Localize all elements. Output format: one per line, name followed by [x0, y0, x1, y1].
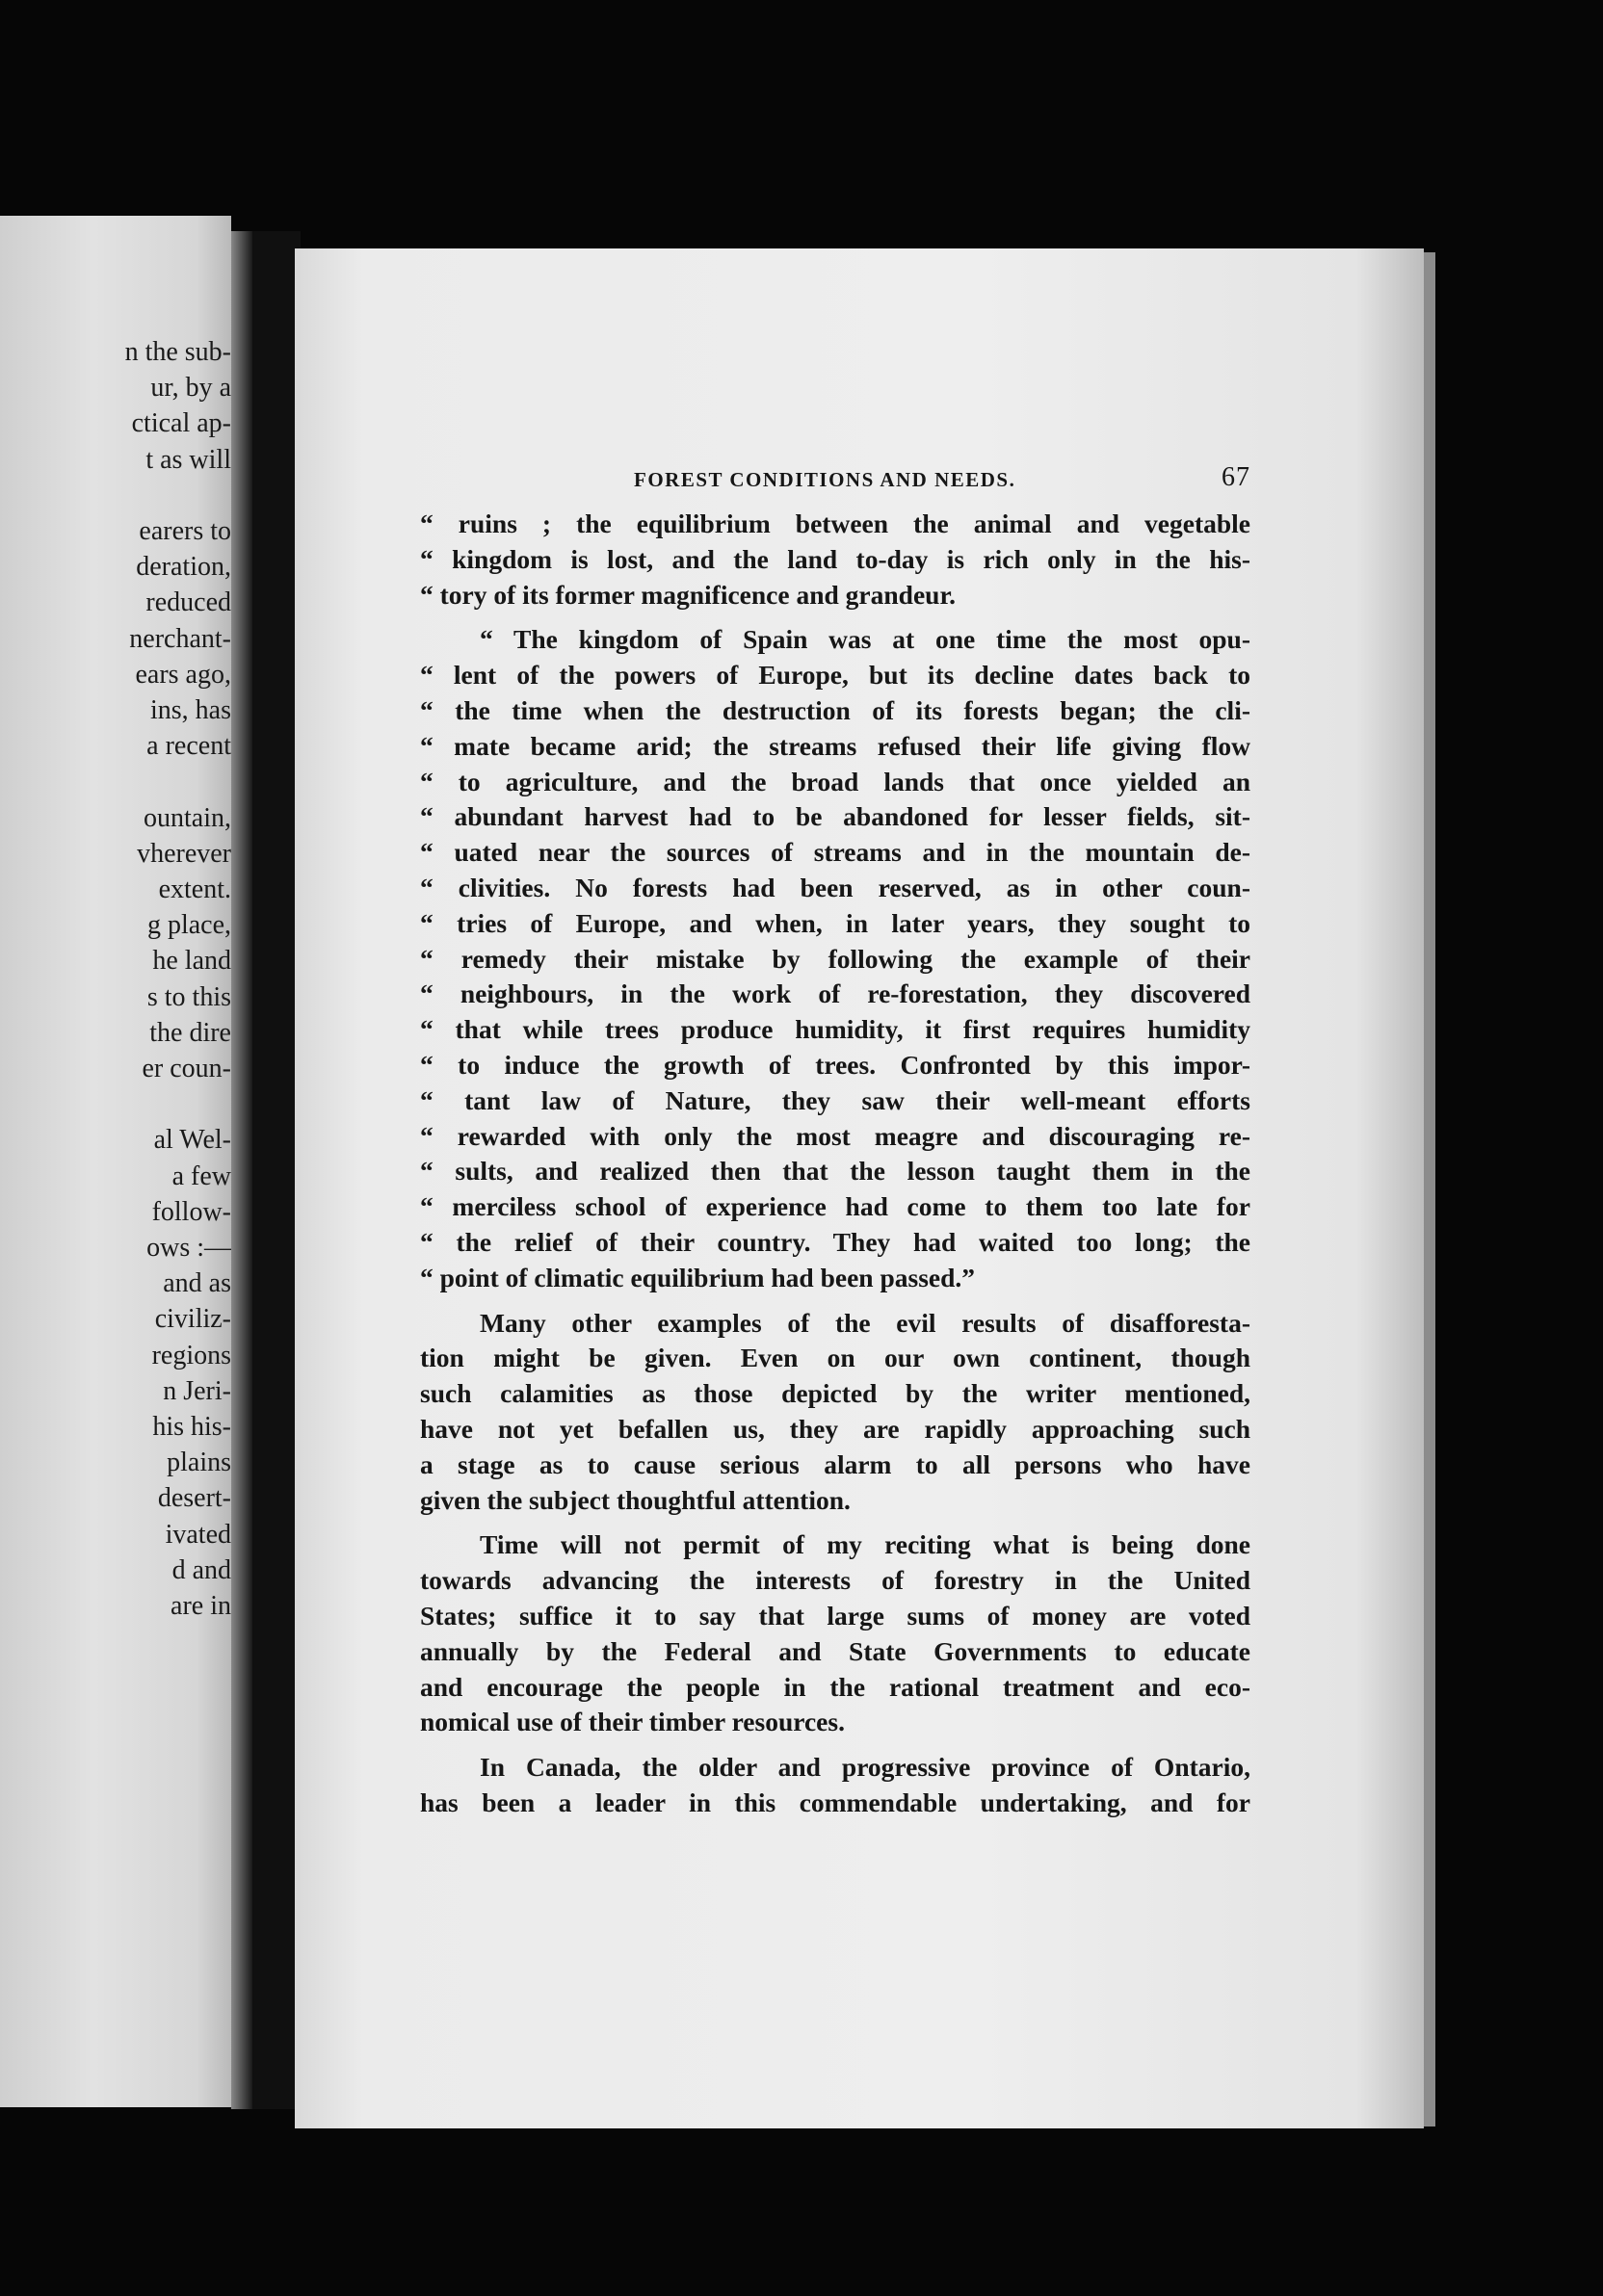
previous-page-line: civiliz- — [154, 1304, 231, 1335]
text-line: given the subject thoughtful attention. — [420, 1484, 851, 1515]
previous-page-line: n Jeri- — [163, 1375, 231, 1406]
previous-page-line: er coun- — [142, 1054, 231, 1083]
page-header — [420, 462, 1250, 501]
text-line: “ mate became arid; the streams refused their life giving flow — [420, 730, 1250, 761]
previous-page-line: deration, — [136, 552, 231, 583]
previous-page-line: his his- — [152, 1412, 231, 1442]
text-line: “ the time when the destruction of its forests began; the cli- — [420, 694, 1250, 725]
previous-page-line: a recent — [146, 731, 231, 762]
previous-page-line: s to this — [146, 981, 231, 1012]
text-line: “ that while trees produce humidity, it first requires humidity — [420, 1014, 1250, 1045]
paragraph — [420, 1527, 1250, 1740]
text-line: “ to induce the growth of trees. Confronted by this impor- — [420, 1049, 1250, 1080]
text-line: “ the relief of their country. They had waited too long; the — [420, 1226, 1250, 1257]
previous-page-line: he land — [152, 946, 231, 977]
text-line: “ tory of its former magnificence and grandeur. — [420, 579, 957, 610]
text-line: States; suffice it to say that large sums of money are voted — [420, 1600, 1250, 1631]
paragraph — [420, 622, 1250, 1295]
previous-page-line: d and — [171, 1554, 231, 1585]
text-line: “ point of climatic equilibrium had been passed.” — [420, 1262, 976, 1292]
text-line: have not yet befallen us, they are rapidly approaching such — [420, 1413, 1250, 1444]
text-line: Many other examples of the evil results of disafforesta- — [480, 1307, 1250, 1338]
previous-page-line: regions — [151, 1340, 231, 1370]
text-line: nomical use of their timber resources. — [420, 1707, 845, 1737]
text-line: “ to agriculture, and the broad lands that once yielded an — [420, 766, 1250, 796]
text-line: In Canada, the older and progressive province of Ontario, — [480, 1752, 1250, 1783]
text-line: “ rewarded with only the most meagre and discouraging re- — [420, 1120, 1250, 1151]
paragraph — [420, 1306, 1250, 1519]
previous-page-line: vherever — [137, 838, 231, 869]
text-line: tion might be given. Even on our own continent, though — [420, 1343, 1250, 1373]
previous-page-line: plains — [167, 1448, 231, 1478]
page-number: 67 — [1222, 462, 1250, 492]
text-line: “ kingdom is lost, and the land to-day is rich only in the his- — [420, 543, 1250, 574]
paragraph — [420, 1750, 1250, 1821]
text-line: “ tries of Europe, and when, in later years, they sought to — [420, 907, 1250, 938]
text-line: annually by the Federal and State Governments to educate — [420, 1635, 1250, 1666]
text-line: a stage as to cause serious alarm to all persons who have — [420, 1448, 1250, 1479]
text-line: “ clivities. No forests had been reserved, as in other coun- — [420, 872, 1250, 902]
text-line: “ uated near the sources of streams and in the mountain de- — [420, 837, 1250, 868]
running-head: FOREST CONDITIONS AND NEEDS. — [634, 468, 1016, 491]
book-binding-shadow — [252, 231, 301, 2109]
previous-page-line: and as — [163, 1268, 231, 1299]
previous-page-line: g place, — [146, 910, 231, 941]
text-line: “ merciless school of experience had come to them too late for — [420, 1191, 1250, 1222]
previous-page-line: ountain, — [144, 802, 231, 833]
previous-page-line: ows :— — [146, 1233, 231, 1263]
previous-page-line: the dire — [149, 1017, 231, 1048]
page-content — [420, 462, 1250, 1831]
body-text — [420, 507, 1250, 1821]
previous-page-line: ctical ap- — [131, 408, 231, 439]
paragraph — [420, 507, 1250, 613]
text-line: “ lent of the powers of Europe, but its decline dates back to — [420, 660, 1250, 691]
previous-page-line: ur, by a — [150, 373, 231, 404]
previous-page-line: reduced — [145, 587, 231, 618]
text-line: “ tant law of Nature, they saw their well-meant efforts — [420, 1084, 1250, 1115]
text-line: has been a leader in this commendable undertaking, and for — [420, 1787, 1250, 1817]
previous-page-line: extent. — [158, 874, 231, 904]
text-line: “ The kingdom of Spain was at one time the most opu- — [480, 624, 1250, 655]
previous-page-fragment — [0, 216, 231, 2107]
text-line: such calamities as those depicted by the writer mentioned, — [420, 1378, 1250, 1409]
text-line: “ abundant harvest had to be abandoned for lesser fields, sit- — [420, 801, 1250, 832]
previous-page-line: desert- — [157, 1483, 231, 1514]
previous-page-line: ins, has — [150, 695, 231, 725]
previous-page-line: earers to — [139, 516, 231, 546]
text-line: “ ruins ; the equilibrium between the animal and vegetable — [420, 509, 1250, 538]
previous-page-line: n the sub- — [124, 337, 231, 367]
previous-page-line: are in — [171, 1591, 231, 1621]
text-line: “ neighbours, in the work of re-forestation, they discovered — [420, 978, 1250, 1009]
text-line: Time will not permit of my reciting what is being done — [480, 1529, 1250, 1560]
previous-page-line: a few — [171, 1161, 231, 1191]
text-line: “ remedy their mistake by following the example of their — [420, 943, 1250, 974]
previous-page-line: follow- — [151, 1196, 231, 1227]
text-line: “ sults, and realized then that the lesson taught them in the — [420, 1156, 1250, 1187]
previous-page-line: t as will — [145, 444, 231, 475]
previous-page-line: al Wel- — [153, 1125, 231, 1156]
previous-page-line: ears ago, — [135, 659, 231, 690]
previous-page-line: ivated — [165, 1519, 231, 1550]
page-edge — [1424, 252, 1435, 2126]
previous-page-line: nerchant- — [129, 623, 231, 654]
text-line: and encourage the people in the rational treatment and eco- — [420, 1671, 1250, 1702]
text-line: towards advancing the interests of forestry in the United — [420, 1565, 1250, 1596]
